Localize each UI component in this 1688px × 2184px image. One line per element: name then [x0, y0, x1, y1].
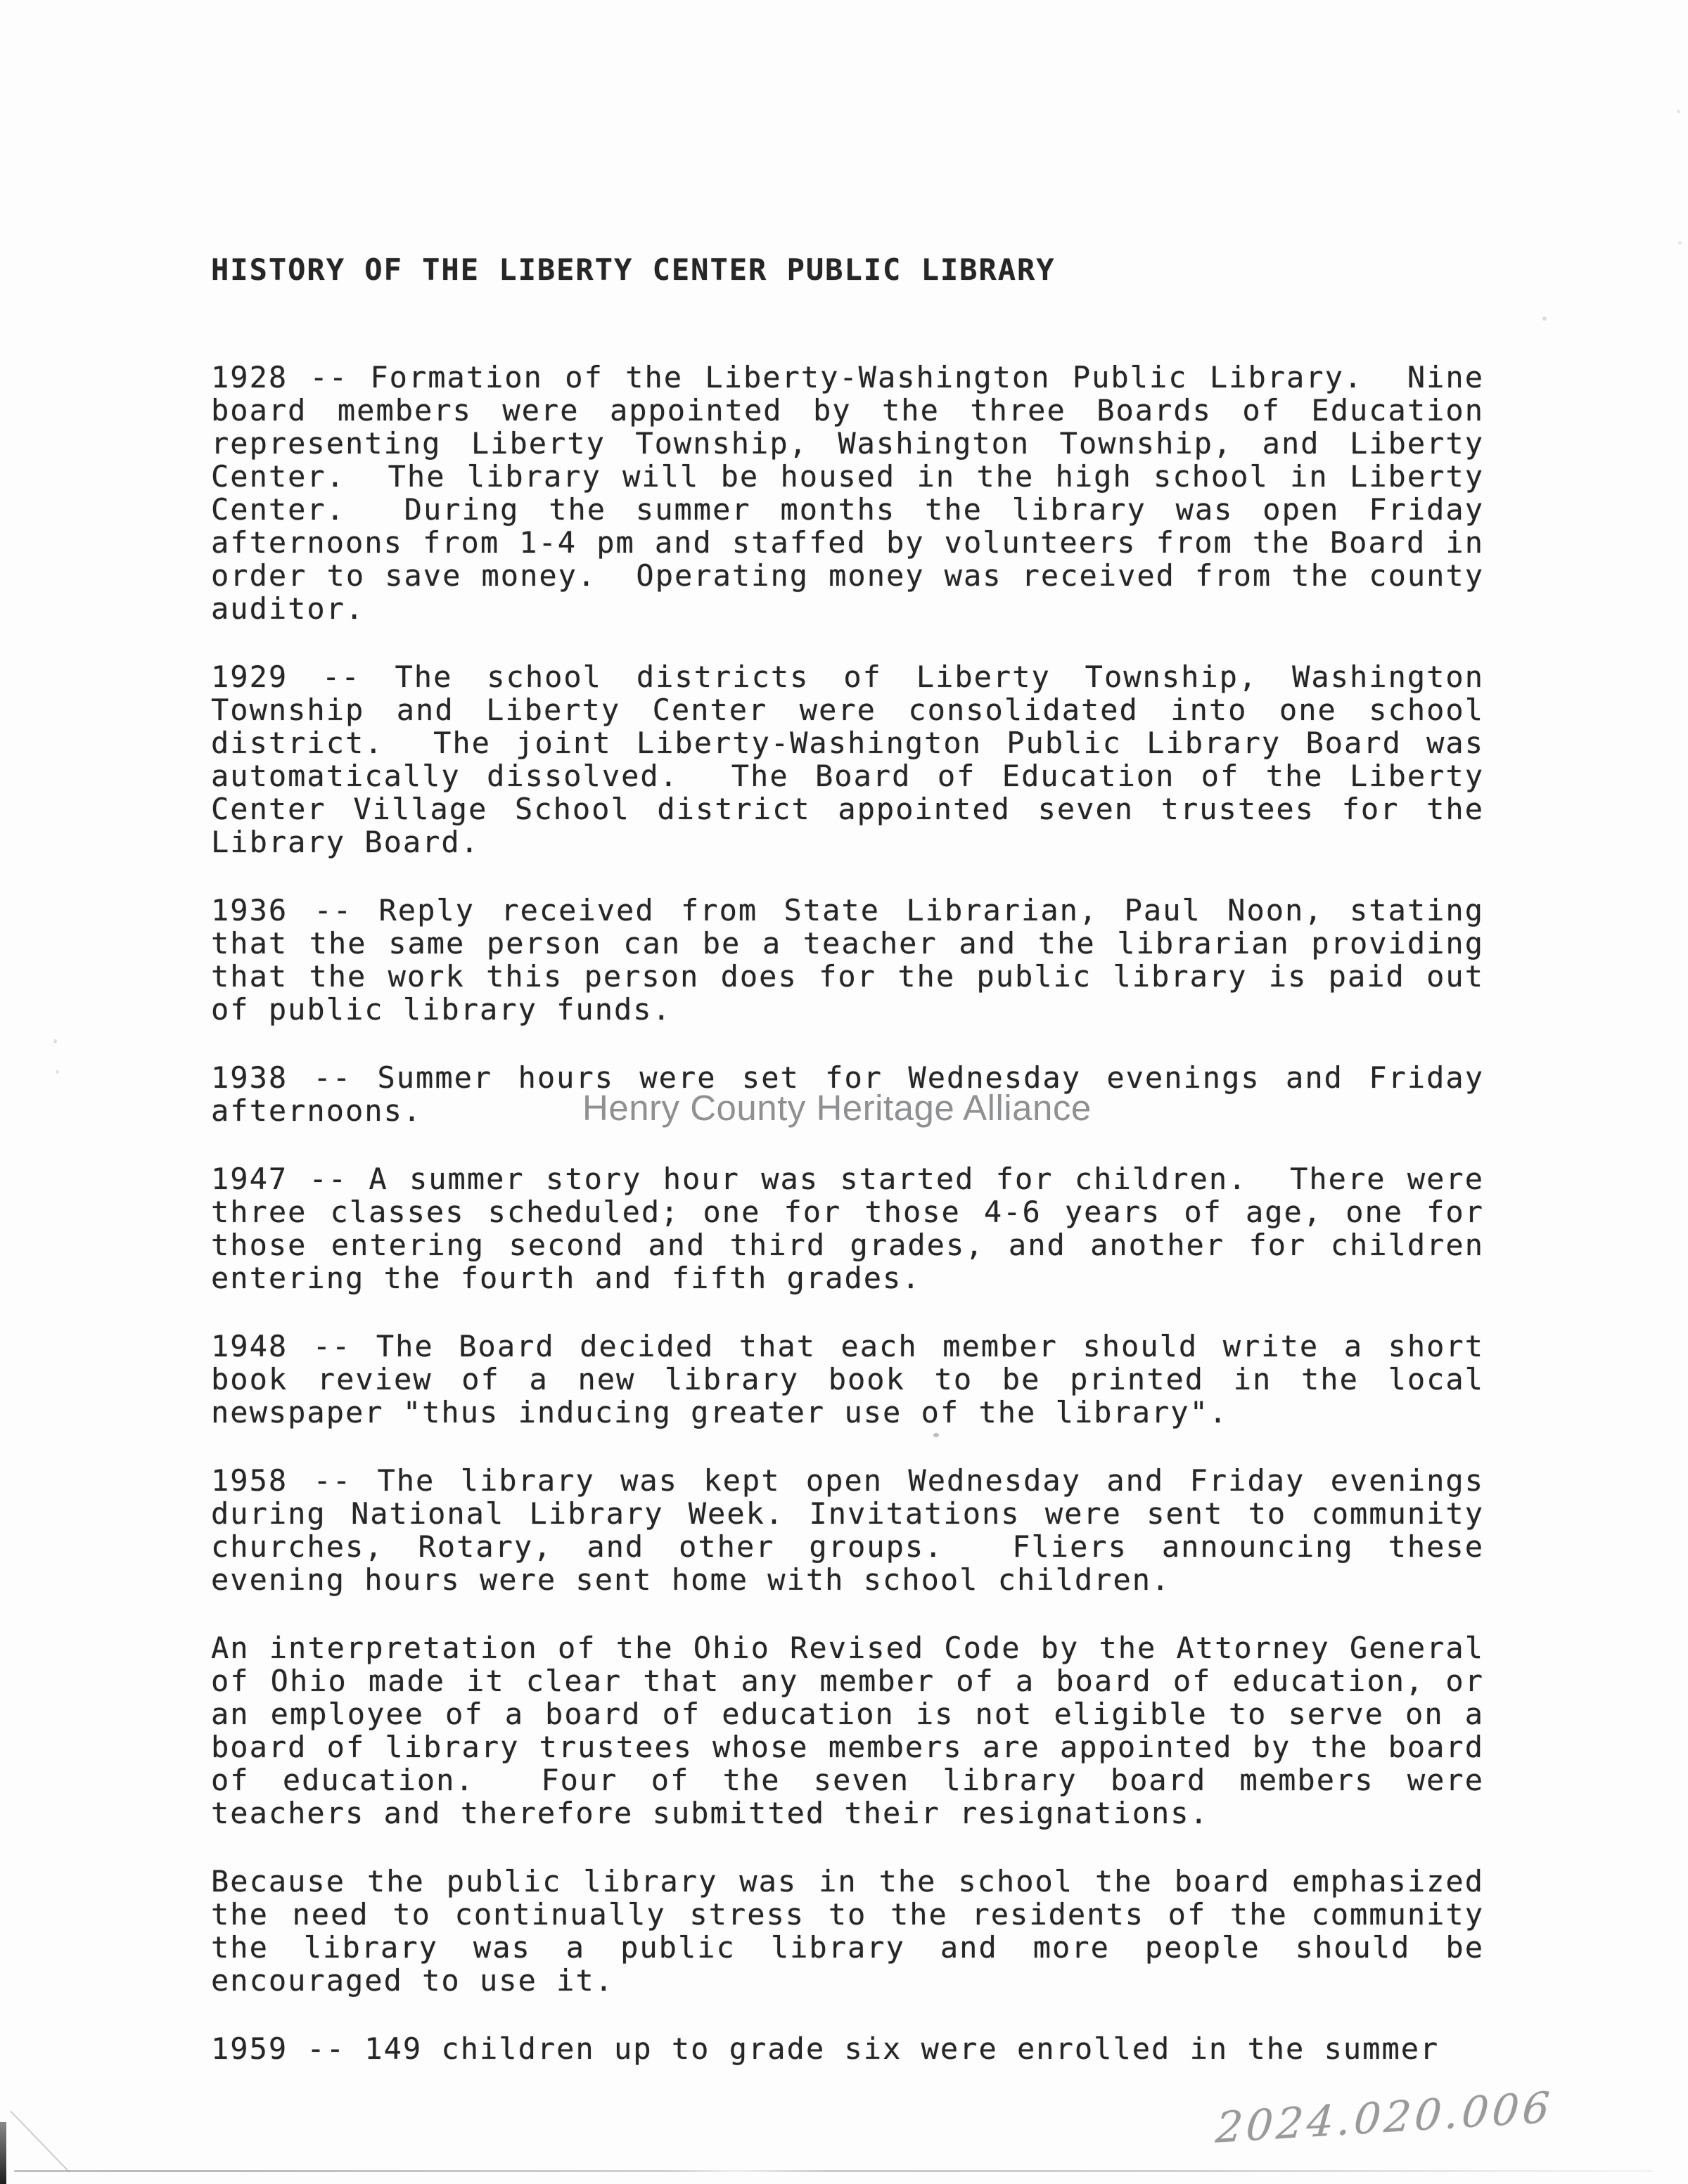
scan-artifact-corner-shadow — [0, 2122, 6, 2184]
paragraph: An interpretation of the Ohio Revised Code by the Attorney General of Ohio made it clear that any member of a board of education, or an employee of a board of education is not eligible to serve on a board of library trustees whose members are appointed by the board of education. Four of the seven library board members were teachers and therefore submitted their resignations. — [211, 1631, 1504, 1830]
paragraph: 1936 -- Reply received from State Librarian, Paul Noon, stating that the same person can be a teacher and the librarian providing that the work this person does for the public library is paid out of public library funds. — [211, 893, 1504, 1027]
scan-artifact-speck — [53, 1039, 57, 1043]
paragraph-list — [211, 360, 1504, 2066]
paragraph: Because the public library was in the school the board emphasized the need to continually stress to the residents of the community the library was a public library and more people should be encouraged to use it. — [211, 1864, 1504, 1998]
page-title: HISTORY OF THE LIBERTY CENTER PUBLIC LIBRARY — [211, 252, 1056, 287]
scan-artifact-speck — [1542, 316, 1547, 321]
watermark-text: Henry County Heritage Alliance — [582, 1088, 1092, 1128]
paragraph: 1928 -- Formation of the Liberty-Washington Public Library. Nine board members were appointed by the three Boards of Education representing Liberty Township, Washington Township, and Liberty Center. The library will be housed in the high school in Liberty Center. During the summer months the library was open Friday afternoons from 1-4 pm and staffed by volunteers from the Board in order to save money. Operating money was received from the county auditor. — [211, 360, 1504, 626]
scan-artifact-speck — [1678, 241, 1682, 245]
paragraph: 1948 -- The Board decided that each member should write a short book review of a new library book to be printed in the local newspaper "thus inducing greater use of the library". — [211, 1329, 1504, 1430]
scan-artifact-speck — [933, 1433, 939, 1437]
scan-artifact-corner-crease — [11, 2111, 70, 2173]
paragraph: 1929 -- The school districts of Liberty Township, Washington Township and Liberty Center were consolidated into one school district. The joint Liberty-Washington Public Library Board was automatically dissolved. The Board of Education of the Liberty Center Village School district appointed seven trustees for the Library Board. — [211, 660, 1504, 859]
paragraph: 1947 -- A summer story hour was started for children. There were three classes scheduled; one for those 4-6 years of age, one for those entering second and third grades, and another for children entering the fourth and fifth grades. — [211, 1162, 1504, 1295]
scan-artifact-speck — [56, 1070, 59, 1074]
paragraph: 1958 -- The library was kept open Wednesday and Friday evenings during National Library Week. Invitations were sent to community churches, Rotary, and other groups. Fliers announcing these evening hours were sent home with school children. — [211, 1463, 1504, 1597]
paragraph: 1938 -- Summer hours were set for Wednesday evenings and Friday afternoons. — [211, 1060, 1504, 1128]
scan-artifact-bottom-edge-line — [14, 2170, 1653, 2172]
scan-artifact-speck — [1677, 110, 1680, 113]
paragraph: 1959 -- 149 children up to grade six were enrolled in the summer — [211, 2031, 1440, 2066]
accession-number-handwritten: 2024.020.006 — [1214, 2083, 1555, 2153]
document-body — [211, 252, 1504, 2100]
